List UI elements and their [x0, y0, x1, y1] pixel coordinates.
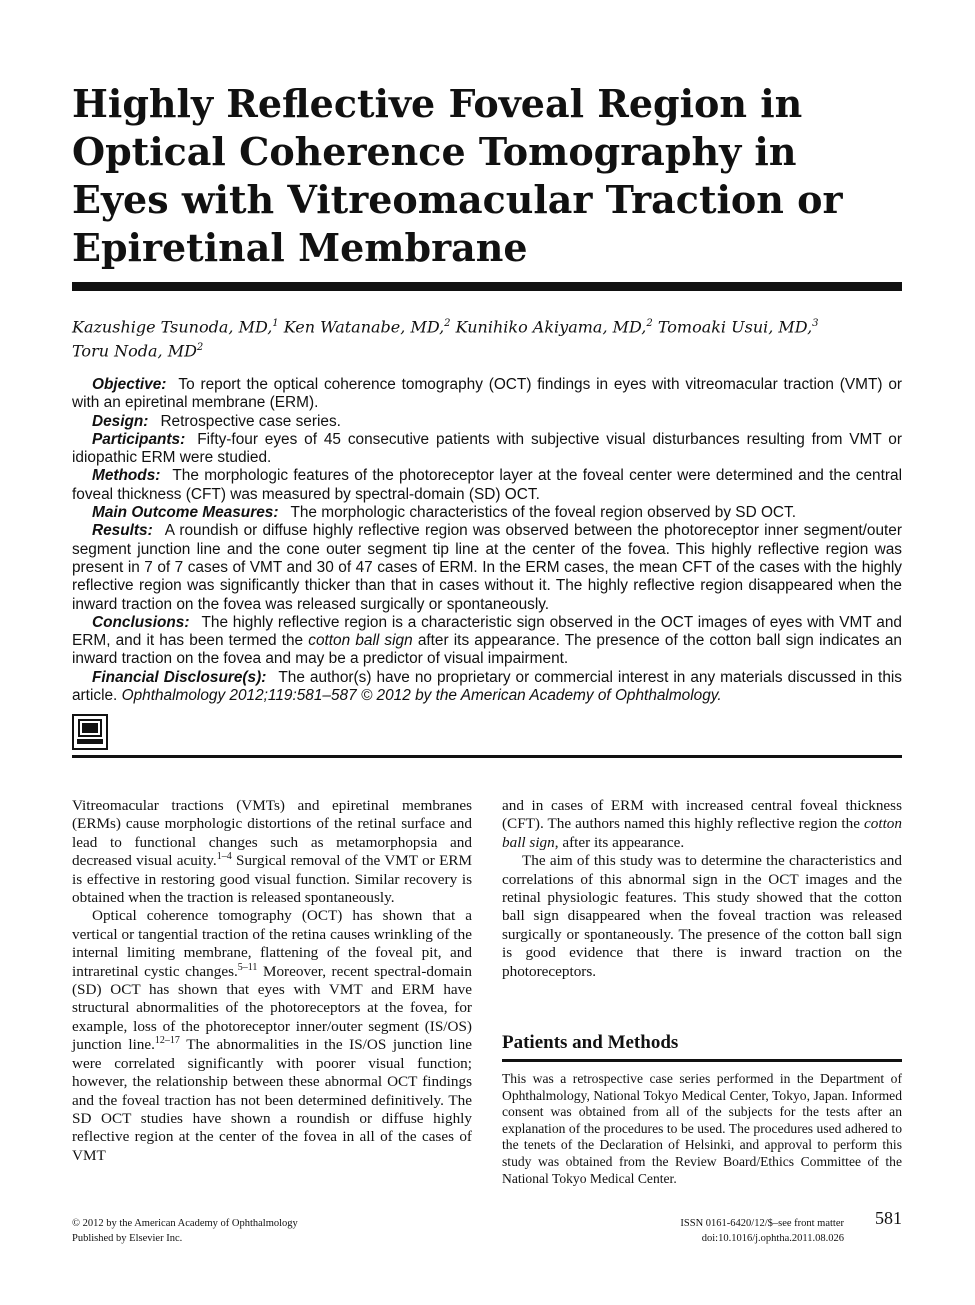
section-body	[502, 1071, 902, 1187]
author-affiliation: 3	[812, 318, 819, 329]
author-affiliation: 2	[444, 318, 451, 329]
body-paragraph	[72, 797, 472, 907]
abstract-text: The author(s) have no proprietary or commercial interest in any materials discussed in this article.	[72, 668, 902, 705]
body-text: The abnormalities in the IS/OS junction line were correlated significantly with poorer visual function; however, the relationship between these abnormal OCT findings and the foveal traction has not been determined definitively. The SD OCT studies have shown a roundish or diffuse highly reflective region at the center of the fovea in all of the cases of VMT	[72, 1036, 472, 1164]
body-text: Vitreomacular tractions (VMTs) and epiretinal membranes (ERMs) cause morphologic distortions of the retinal surface and lead to functional changes such as metamorphopsia and decreased visual acuity.	[72, 797, 472, 870]
article-title: Highly Reflective Foveal Region in Optical Coherence Tomography in Eyes with Vitreomacular Traction or Epiretinal Membrane	[72, 81, 843, 270]
abstract-label: Objective:	[92, 376, 167, 393]
section-heading: Patients and Methods	[502, 1032, 679, 1053]
author-list	[72, 313, 902, 362]
abstract-rule	[72, 755, 902, 758]
body-column-left	[72, 797, 472, 1165]
abstract-text: The morphologic features of the photoreceptor layer at the foveal center were determined and the central foveal thickness (CFT) was measured by spectral-domain (SD) OCT.	[72, 467, 902, 503]
abstract-label: Conclusions:	[92, 613, 190, 631]
body-text: Surgical removal of the VMT or ERM is effective in restoring good visual function. Similar recovery is obtained when the traction is released spontaneously.	[72, 852, 472, 907]
cotton-ball-sign-term: cotton ball sign	[502, 815, 902, 851]
footer-left	[72, 1216, 472, 1246]
footer-right	[560, 1216, 844, 1246]
abstract-label: Financial Disclosure(s):	[92, 668, 267, 686]
abstract-main-outcome	[72, 504, 902, 522]
body-paragraph: The aim of this study was to determine the characteristics and correlations of this abnormal sign in the OCT images and the retinal physiologic features. This study showed that the cotton ball sign disappeared when the foveal traction was released surgically or spontaneously. The presence of the cotton ball sign is good evidence that there is inward traction on the photoreceptors.	[502, 852, 902, 980]
publisher-line: Published by Elsevier Inc.	[72, 1233, 183, 1244]
body-paragraph	[502, 797, 902, 852]
author-affiliation: 1	[272, 318, 279, 329]
abstract-results	[72, 522, 902, 613]
abstract-text: The highly reflective region is a characteristic sign observed in the OCT images of eyes with VMT and ERM, and it has been termed the	[72, 613, 902, 650]
section-paragraph: This was a retrospective case series performed in the Department of Ophthalmology, National Tokyo Medical Center, Tokyo, Japan. Informed consent was obtained from all of the subjects for the tests after an explanation of the procedures to be used. The procedures used adhered to the tenets of the Declaration of Helsinki, and approval to perform this study was obtained from the Review Board/Ethics Committee of the National Tokyo Medical Center.	[502, 1071, 902, 1186]
copyright-line: © 2012 by the American Academy of Ophthalmology	[72, 1218, 298, 1229]
body-text: Moreover, recent spectral-domain (SD) OCT has shown that eyes with VMT and ERM have structural abnormalities of the photoreceptors at the fovea, for example, loss of the photoreceptor inner/outer segment (IS/OS) junction line.	[72, 962, 472, 1054]
abstract-text: A roundish or diffuse highly reflective region was observed between the photoreceptor inner segment/outer segment junction line and the cone outer segment tip line at the center of the fovea. This highly reflective region was present in 7 of 7 cases of VMT and 30 of 47 cases of ERM. In the ERM cases, the mean CFT of the cases with the highly reflective region was significantly thicker than that in cases without it. The highly reflective region disappeared when the inward traction on the fovea was released surgically or spontaneously.	[72, 522, 902, 613]
abstract-text: Fifty-four eyes of 45 consecutive patients with subjective visual disturbances resulting from VMT or idiopathic ERM were studied.	[72, 430, 902, 467]
body-column-right	[502, 797, 902, 981]
abstract-label: Results:	[92, 522, 153, 540]
abstract-disclosure	[72, 669, 902, 706]
computer-icon	[72, 714, 108, 750]
section-rule	[502, 1059, 902, 1062]
author-affiliation: 2	[196, 342, 204, 354]
abstract-text: after its appearance. The presence of the cotton ball sign indicates an inward traction on the fovea and may be a predictor of visual impairment.	[72, 632, 902, 668]
abstract-label: Methods:	[92, 467, 161, 485]
abstract-text: Retrospective case series.	[160, 412, 341, 430]
body-text: and in cases of ERM with increased central foveal thickness (CFT). The authors named this highly reflective region the	[502, 797, 902, 833]
reference-link[interactable]: 12–17	[154, 1035, 180, 1047]
abstract-methods	[72, 467, 902, 504]
abstract-design	[72, 413, 902, 431]
reference-link[interactable]: 5–11	[237, 961, 258, 973]
reference-link[interactable]: 1–4	[216, 851, 232, 863]
abstract-text: To report the optical coherence tomography (OCT) findings in eyes with vitreomacular traction (VMT) or with an epiretinal membrane (ERM).	[72, 376, 902, 412]
author-name: Tomoaki Usui, MD,	[657, 317, 813, 337]
author-name: Kunihiko Akiyama, MD,	[455, 317, 647, 337]
doi-line: doi:10.1016/j.ophtha.2011.08.026	[701, 1233, 844, 1244]
author-affiliation: 2	[646, 318, 653, 329]
author-name: Toru Noda, MD	[72, 341, 197, 361]
title-rule	[72, 282, 902, 291]
body-paragraph	[72, 907, 472, 1165]
abstract-label: Participants:	[92, 430, 186, 448]
body-text: Optical coherence tomography (OCT) has shown that a vertical or tangential traction of the retina causes wrinkling of the internal limiting membrane, flattening of the foveal pit, and intraretinal cystic changes.	[72, 907, 472, 980]
cotton-ball-sign-term: cotton ball sign	[308, 632, 413, 650]
abstract-label: Design:	[92, 412, 149, 430]
body-text: , after its appearance.	[554, 833, 685, 851]
abstract-text: The morphologic characteristics of the foveal region observed by SD OCT.	[290, 504, 797, 522]
abstract-participants	[72, 431, 902, 468]
abstract-label: Main Outcome Measures:	[92, 504, 279, 522]
issn-line: ISSN 0161-6420/12/$–see front matter	[680, 1218, 844, 1229]
page-number: 581	[875, 1208, 902, 1228]
author-name: Ken Watanabe, MD,	[283, 317, 445, 337]
author-name: Kazushige Tsunoda, MD,	[72, 317, 273, 337]
abstract-conclusions	[72, 614, 902, 669]
journal-citation: Ophthalmology 2012;119:581–587 © 2012 by the American Academy of Ophthalmology.	[121, 687, 722, 705]
abstract	[72, 376, 902, 705]
abstract-objective	[72, 376, 902, 413]
